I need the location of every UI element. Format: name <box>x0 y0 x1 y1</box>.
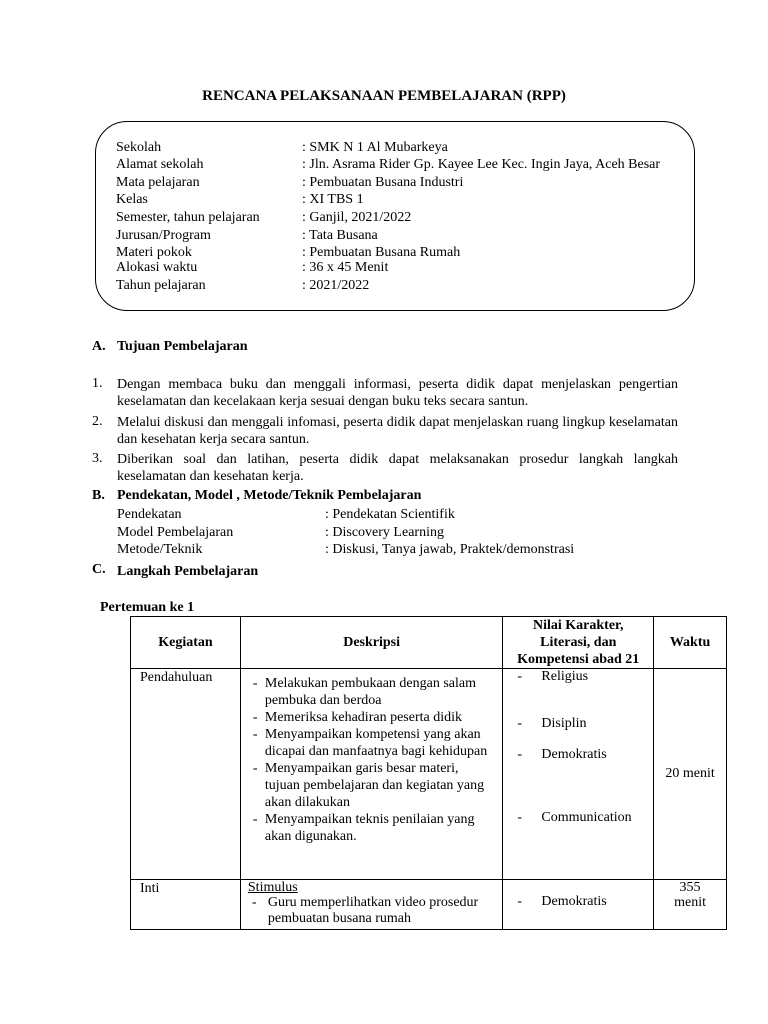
value-item <box>517 747 606 763</box>
identity-label: Alamat sekolah <box>116 157 204 172</box>
cell-nilai <box>503 669 654 880</box>
identity-value: : Ganjil, 2021/2022 <box>302 210 412 225</box>
identity-value: : XI TBS 1 <box>302 192 364 207</box>
dash-marker: - <box>252 710 258 725</box>
header-deskripsi: Deskripsi <box>240 617 503 669</box>
model-label: Model Pembelajaran <box>117 525 234 540</box>
objective-text: Dengan membaca buku dan menggali informasi, peserta didik dapat menjelaskan pengertian keselamatan dan kecelakaan kerja sesuai dengan buku teks secara santun. <box>117 377 678 409</box>
header-nilai-line: Kompetensi abad 21 <box>517 652 640 667</box>
header-nilai-line: Literasi, dan <box>540 635 617 650</box>
objective-number: 2. <box>92 414 103 429</box>
value-text: Demokratis <box>541 747 607 762</box>
identity-value: : 36 x 45 Menit <box>302 260 389 275</box>
header-nilai <box>503 617 654 669</box>
objective-text: Diberikan soal dan latihan, peserta didik dapat melaksanakan prosedur langkah langkah keselamatan dan kesehatan kerja. <box>117 452 678 484</box>
identity-row-semester <box>116 210 411 226</box>
value-text: Demokratis <box>541 894 607 909</box>
stimulus-label: Stimulus <box>247 880 298 895</box>
identity-value: : Pembuatan Busana Rumah <box>302 245 461 260</box>
list-item-text: Melakukan pembukaan dengan salam pembuka dan berdoa <box>264 676 476 708</box>
list-item-text: Memeriksa kehadiran peserta didik <box>264 710 462 725</box>
dash-marker: - <box>252 676 258 691</box>
cell-kegiatan: Inti <box>131 880 241 930</box>
identity-label: Jurusan/Program <box>116 228 211 243</box>
waktu-line: menit <box>674 895 706 910</box>
dash-marker: - <box>251 895 257 910</box>
identity-row-school <box>116 140 448 156</box>
value-item <box>517 810 631 826</box>
approach-value: : Pendekatan Scientifik <box>325 507 455 522</box>
header-waktu: Waktu <box>654 617 727 669</box>
dash-marker: - <box>517 669 523 684</box>
method-row <box>117 541 574 558</box>
objective-number: 1. <box>92 376 103 391</box>
header-nilai-line: Nilai Karakter, <box>533 618 624 633</box>
dash-marker: - <box>517 716 523 731</box>
list-item <box>241 675 495 709</box>
value-item <box>517 669 588 685</box>
identity-label: Sekolah <box>116 140 162 155</box>
identity-value: : Pembuatan Busana Industri <box>302 175 464 190</box>
identity-row-program <box>116 228 378 244</box>
dash-marker: - <box>252 761 258 776</box>
value-item <box>517 716 586 732</box>
value-text: Disiplin <box>541 716 587 731</box>
identity-row-address <box>116 157 660 173</box>
dash-marker: - <box>517 747 523 762</box>
cell-deskripsi <box>240 669 503 880</box>
section-c-letter: C. <box>92 562 106 577</box>
meeting-label: Pertemuan ke 1 <box>100 600 195 615</box>
value-text: Communication <box>541 810 632 825</box>
dash-marker: - <box>252 727 258 742</box>
cell-waktu: 20 menit <box>654 669 727 880</box>
approach-label: Pendekatan <box>117 507 182 522</box>
table-row <box>131 880 727 930</box>
cell-kegiatan: Pendahuluan <box>131 669 241 880</box>
identity-value: : 2021/2022 <box>302 278 370 293</box>
list-item <box>241 709 495 726</box>
dash-marker: - <box>517 894 523 909</box>
identity-value: : SMK N 1 Al Mubarkeya <box>302 140 448 155</box>
section-c-heading: Langkah Pembelajaran <box>117 564 259 579</box>
identity-row-topic <box>116 245 460 261</box>
identity-value: : Tata Busana <box>302 228 378 243</box>
document-title: RENCANA PELAKSANAAN PEMBELAJARAN (RPP) <box>202 88 566 104</box>
identity-value: : Jln. Asrama Rider Gp. Kayee Lee Kec. Ingin Jaya, Aceh Besar <box>302 157 661 172</box>
identity-row-subject <box>116 175 463 191</box>
model-value: : Discovery Learning <box>325 525 444 540</box>
list-item <box>248 895 495 927</box>
value-text: Religius <box>541 669 589 684</box>
identity-label: Materi pokok <box>116 245 192 260</box>
table-row <box>131 669 727 880</box>
cell-deskripsi <box>240 880 503 930</box>
cell-nilai <box>503 880 654 930</box>
identity-label: Mata pelajaran <box>116 175 200 190</box>
identity-label: Kelas <box>116 192 148 207</box>
waktu-line: 355 <box>679 880 701 895</box>
identity-row-class <box>116 192 364 208</box>
dash-marker: - <box>517 810 523 825</box>
header-kegiatan: Kegiatan <box>131 617 241 669</box>
learning-steps-table <box>130 616 727 930</box>
table-header-row <box>131 617 727 669</box>
dash-marker: - <box>252 812 258 827</box>
list-item-text: Menyampaikan kompetensi yang akan dicapai dan manfaatnya bagi kehidupan <box>264 727 488 759</box>
section-a-heading: Tujuan Pembelajaran <box>117 339 248 354</box>
method-value: : Diskusi, Tanya jawab, Praktek/demonstrasi <box>325 542 575 557</box>
identity-label: Alokasi waktu <box>116 260 198 275</box>
cell-waktu <box>654 880 727 930</box>
list-item-text: Menyampaikan garis besar materi, tujuan pembelajaran dan kegiatan yang akan dilakukan <box>264 761 485 810</box>
list-item <box>241 760 495 811</box>
approach-row <box>117 506 455 523</box>
identity-row-year <box>116 278 369 294</box>
list-item-text: Menyampaikan teknis penilaian yang akan digunakan. <box>264 812 475 844</box>
identity-label: Semester, tahun pelajaran <box>116 210 260 225</box>
list-item-text: Guru memperlihatkan video prosedur pembuatan busana rumah <box>267 895 479 926</box>
identity-label: Tahun pelajaran <box>116 278 206 293</box>
section-b-heading: Pendekatan, Model , Metode/Teknik Pembelajaran <box>117 488 422 503</box>
objective-text: Melalui diskusi dan menggali infomasi, peserta didik dapat menjelaskan ruang lingkup keselamatan dan kesehatan kerja secara santun. <box>117 415 678 447</box>
list-item <box>241 726 495 760</box>
objective-number: 3. <box>92 451 103 466</box>
value-item <box>517 894 606 910</box>
section-a-letter: A. <box>92 339 106 354</box>
identity-row-time <box>116 260 388 276</box>
section-b-letter: B. <box>92 488 105 503</box>
list-item <box>241 811 495 845</box>
method-label: Metode/Teknik <box>117 542 203 557</box>
model-row <box>117 524 444 541</box>
